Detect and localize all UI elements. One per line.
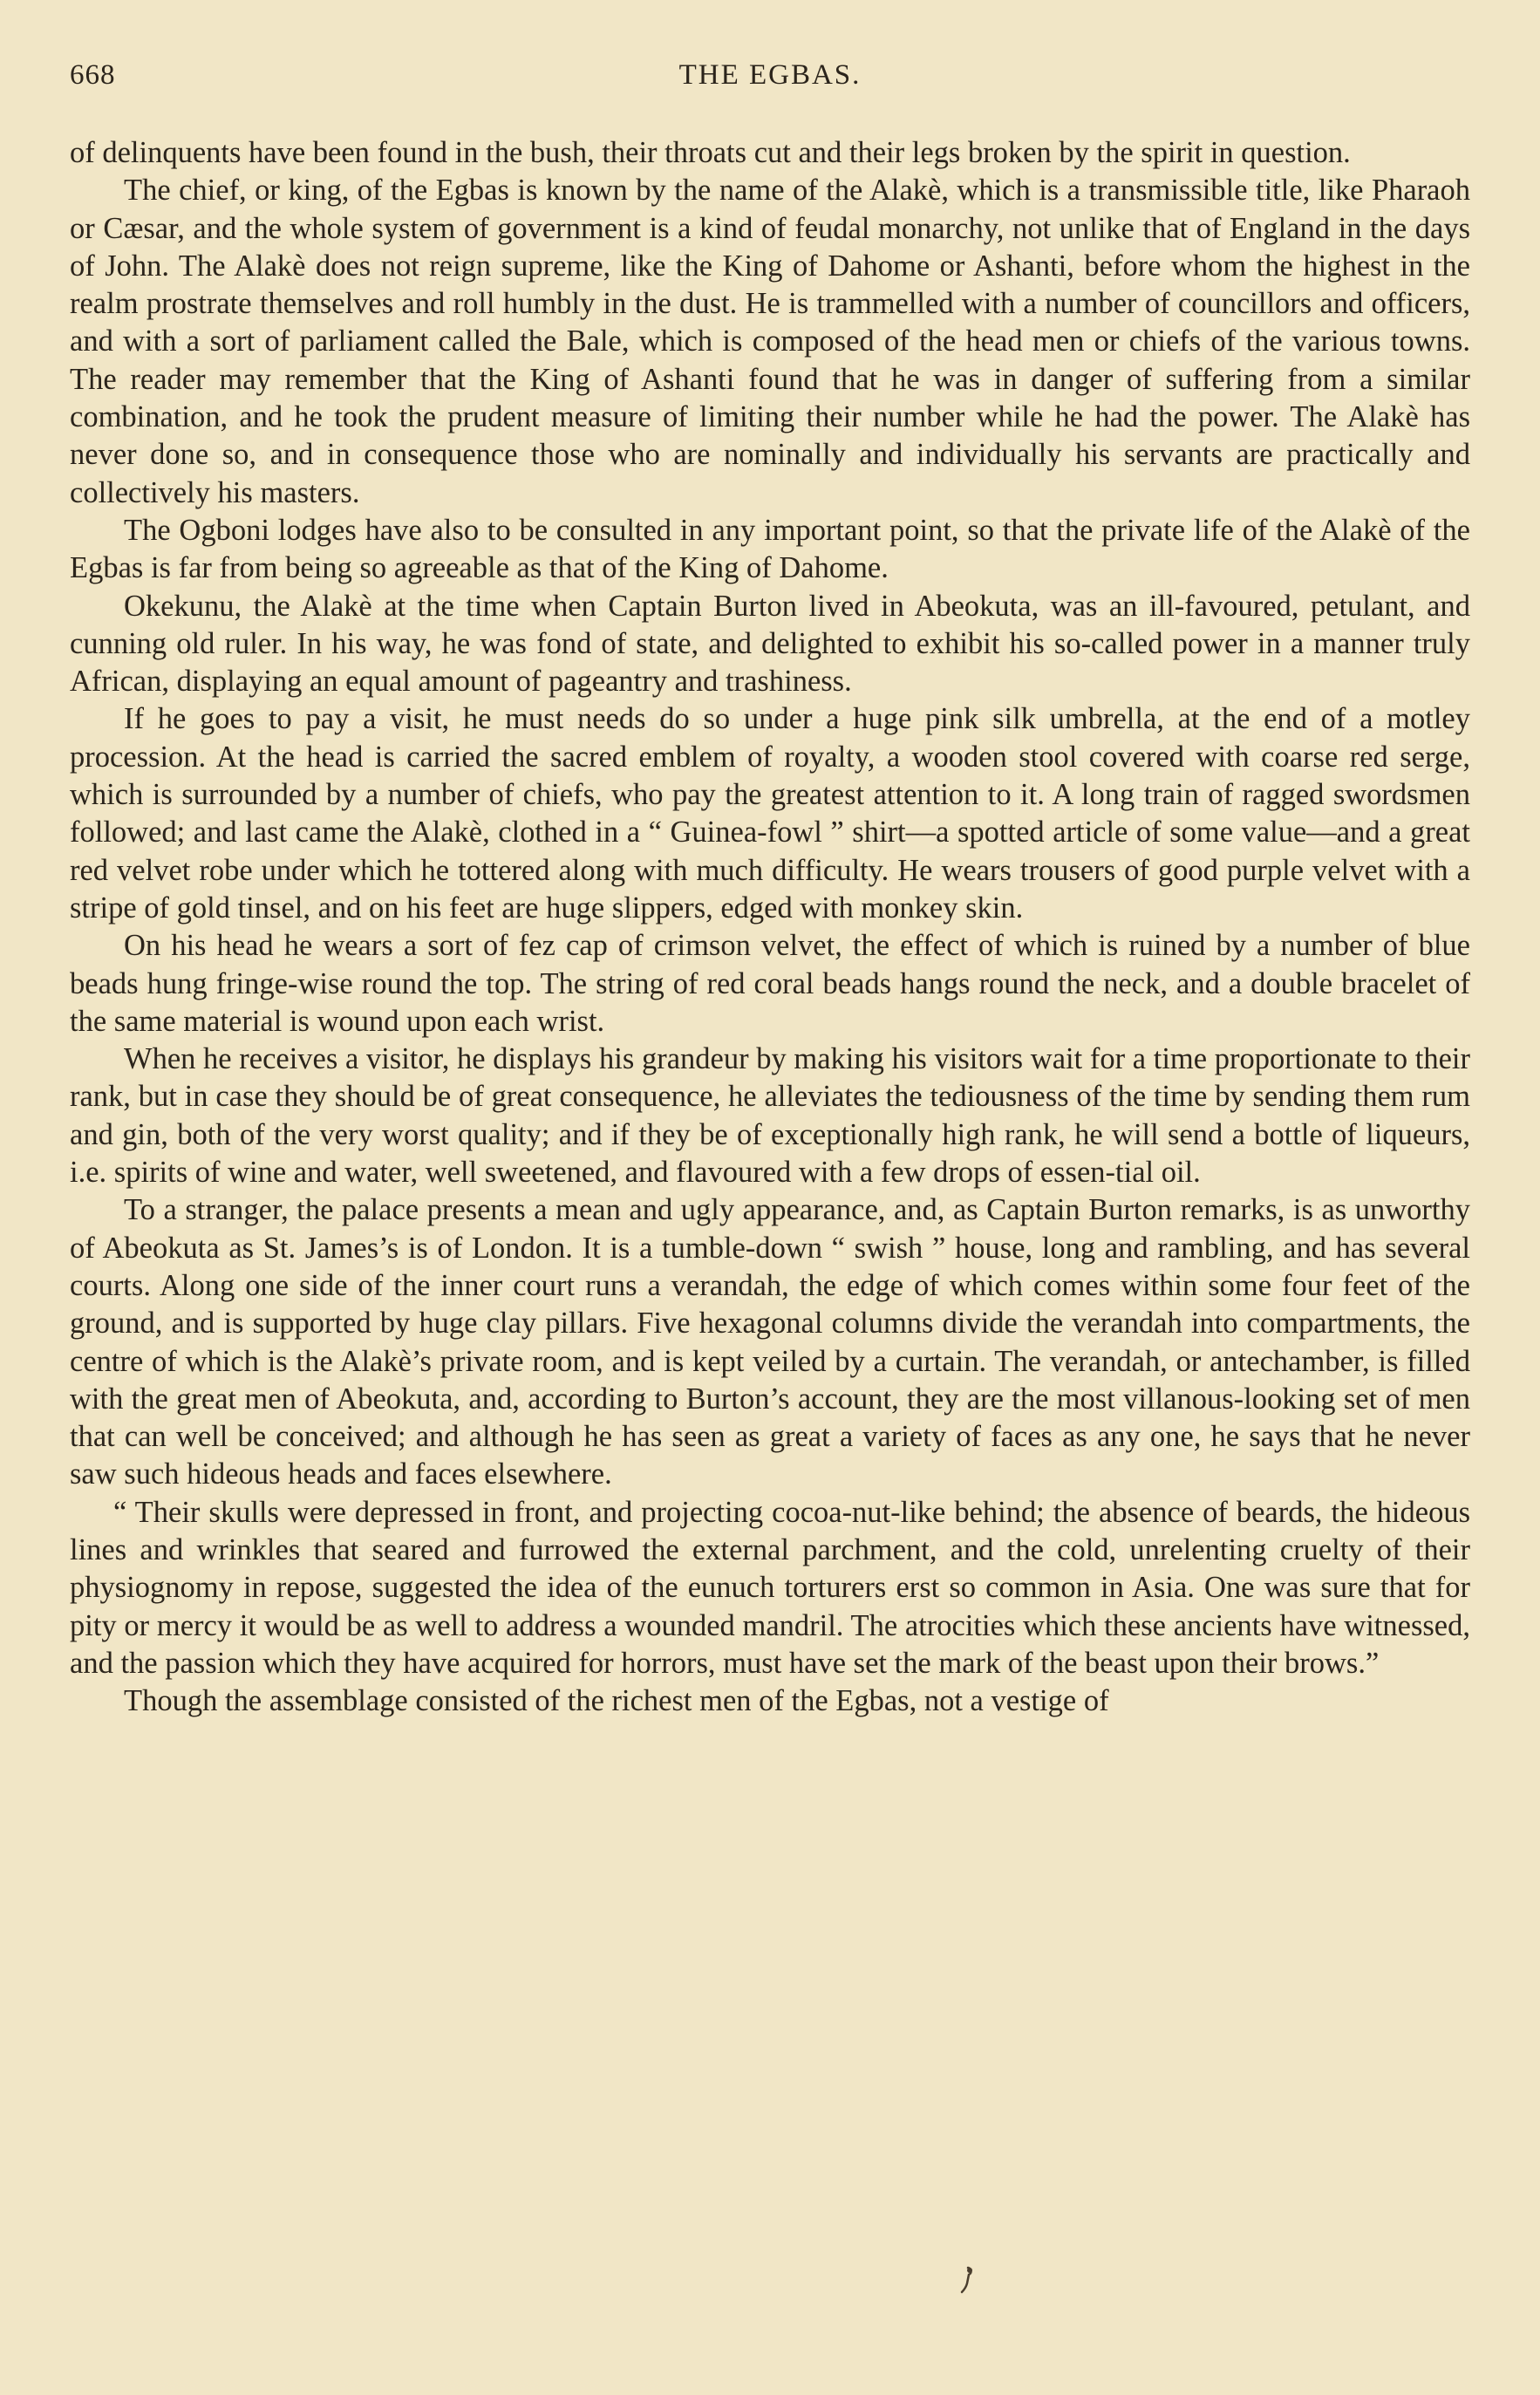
paragraph-continuation: of delinquents have been found in the bush, their throats cut and their legs broken by the spirit in question. (70, 136, 1351, 169)
running-head (70, 59, 1470, 103)
body-text (70, 134, 1470, 1720)
paragraph: On his head he wears a sort of fez cap of crimson velvet, the effect of which is ruined by a number of blue beads hung fringe-wise round the top. The string of red coral beads hangs round the neck, and a double bracelet of the same material is wound upon each wrist. (70, 929, 1470, 1038)
book-page (70, 59, 1470, 1720)
paragraph: If he goes to pay a visit, he must needs do so under a huge pink silk umbrella, at the end of a motley procession. At the head is carried the sacred emblem of royalty, a wooden stool covered with coarse red serge, which is surrounded by a number of chiefs, who pay the greatest attention to it. A long train of ragged swordsmen followed; and last came the Alakè, clothed in a “ Guinea-fowl ” shirt—a spotted article of some value—and a great red velvet robe under which he tottered along with much difficulty. He wears trousers of good purple velvet with a stripe of gold tinsel, and on his feet are huge slippers, edged with monkey skin. (70, 702, 1470, 925)
paragraph: When he receives a visitor, he displays his grandeur by making his visitors wait for a time proportionate to their rank, but in case they should be of great consequence, he alleviates the tediousness of the time by sending them rum and gin, both of the very worst quality; and if they be of exceptionally high rank, he will send a bottle of liqueurs, i.e. spirits of wine and water, well sweetened, and flavoured with a few drops of essen-tial oil. (70, 1042, 1470, 1190)
paragraph: Though the assemblage consisted of the richest men of the Egbas, not a vestige of (124, 1684, 1109, 1718)
paragraph: To a stranger, the palace presents a mean and ugly appearance, and, as Captain Burton remarks, is as unworthy of Abeokuta as St. James’s is of London. It is a tumble-down “ swish ” house, long and rambling, and has several courts. Along one side of the inner court runs a verandah, the edge of which comes within some four feet of the ground, and is supported by huge clay pillars. Five hexagonal columns divide the verandah into compartments, the centre of which is the Alakè’s private room, and is kept veiled by a curtain. The verandah, or antechamber, is filled with the great men of Abeokuta, and, according to Burton’s account, they are the most villanous-looking set of men that can well be conceived; and although he has seen as great a variety of faces as any one, he says that he never saw such hideous heads and faces elsewhere. (70, 1193, 1470, 1491)
paragraph: Okekunu, the Alakè at the time when Captain Burton lived in Abeokuta, was an ill-favoured, petulant, and cunning old ruler. In his way, he was fond of state, and delighted to exhibit his so-called power in a manner truly African, displaying an equal amount of pageantry and trashiness. (70, 589, 1470, 699)
paragraph: The Ogboni lodges have also to be consulted in any important point, so that the private life of the Alakè of the Egbas is far from being so agreeable as that of the King of Dahome. (70, 513, 1470, 585)
quoted-paragraph: “ Their skulls were depressed in front, and projecting cocoa-nut-like behind; the absence of beards, the hideous lines and wrinkles that seared and furrowed the external parchment, and the cold, unrelenting cruelty of their physiognomy in repose, suggested the idea of the eunuch torturers erst so common in Asia. One was sure that for pity or mercy it would be as well to address a wounded mandril. The atrocities which these ancients have witnessed, and the passion which they have acquired for horrors, must have set the mark of the beast upon their brows.” (70, 1495, 1470, 1680)
page-number: 668 (70, 59, 116, 91)
paragraph: The chief, or king, of the Egbas is known by the name of the Alakè, which is a transmissible title, like Pharaoh or Cæsar, and the whole system of government is a kind of feudal monarchy, not unlike that of England in the days of John. The Alakè does not reign supreme, like the King of Dahome or Ashanti, before whom the highest in the realm prostrate themselves and roll humbly in the dust. He is trammelled with a number of councillors and officers, and with a sort of parliament called the Bale, which is composed of the head men or chiefs of the various towns. The reader may remember that the King of Ashanti found that he was in danger of suffering from a similar combination, and he took the prudent measure of limiting their number while he had the power. The Alakè has never done so, and in consequence those who are nominally and individually his servants are practically and collectively his masters. (70, 174, 1470, 509)
ink-mark-icon (957, 2266, 977, 2296)
running-title: THE EGBAS. (678, 59, 862, 91)
